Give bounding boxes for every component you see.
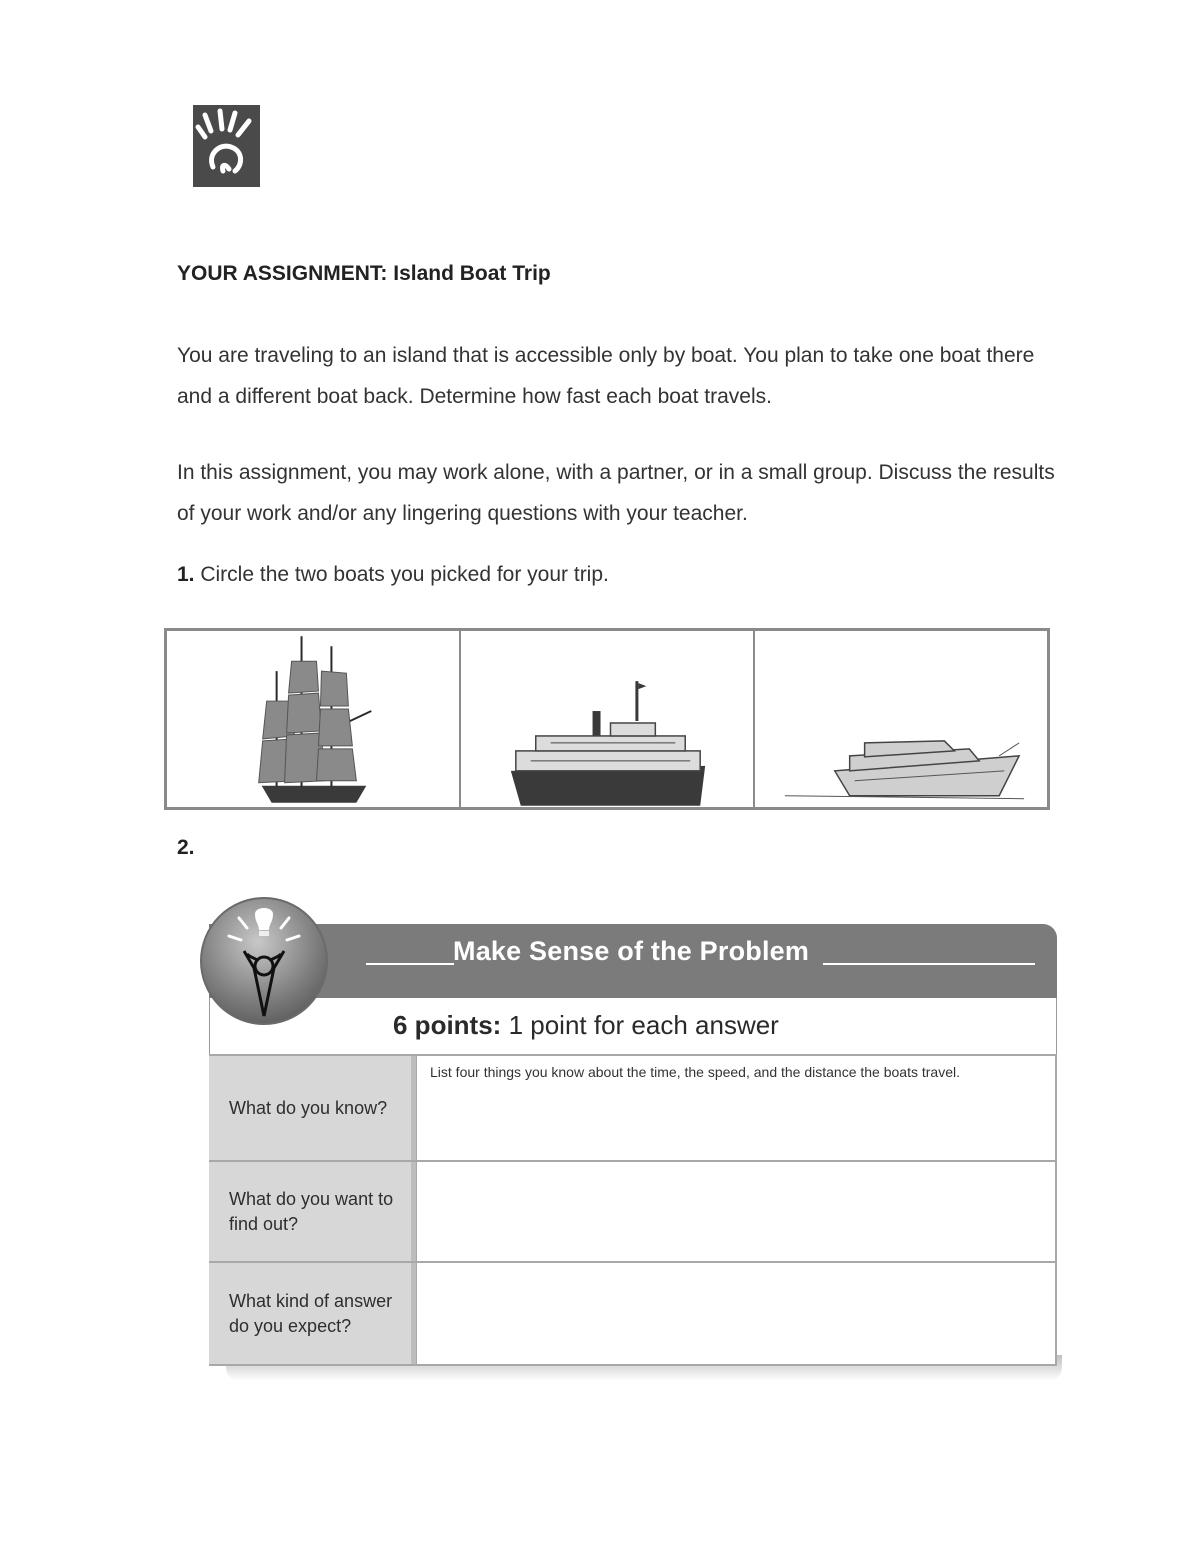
row-label: What kind of answer do you expect? <box>209 1263 416 1364</box>
points-rest: 1 point for each answer <box>501 1010 779 1040</box>
yacht-icon <box>755 631 1047 807</box>
points-text <box>393 1010 779 1041</box>
assignment-title: YOUR ASSIGNMENT: Island Boat Trip <box>177 262 551 285</box>
panel-title: Make Sense of the Problem <box>453 936 810 966</box>
make-sense-panel <box>209 924 1057 1366</box>
sailing-ship-icon <box>167 631 459 807</box>
intro-paragraph: You are traveling to an island that is accessible only by boat. You plan to take one boat there and a different boat back. Determine how fast each boat travels. <box>177 344 1035 408</box>
header-rule-left <box>366 963 454 965</box>
answer-hint: List four things you know about the time, the speed, and the distance the boats travel. <box>430 1064 960 1080</box>
boat-option-steamboat[interactable] <box>461 631 755 807</box>
row-label: What do you want to find out? <box>209 1162 416 1261</box>
question-1 <box>177 563 609 587</box>
question-row-expect <box>209 1261 1057 1366</box>
points-bold: 6 points: <box>393 1010 502 1040</box>
answer-field-find-out[interactable] <box>416 1162 1057 1261</box>
steamboat-icon <box>461 631 753 807</box>
boat-option-yacht[interactable] <box>755 631 1047 807</box>
question-row-know <box>209 1054 1057 1160</box>
row-label: What do you know? <box>209 1056 416 1160</box>
panel-header <box>209 924 1057 998</box>
boat-choice-table <box>164 628 1050 810</box>
question-1-number: 1. <box>177 563 195 586</box>
instructions-paragraph: In this assignment, you may work alone, with a partner, or in a small group. Discuss the results of your work and/or any lingering questions with your teacher. <box>177 461 1055 525</box>
lightbulb-badge-icon <box>199 896 329 1026</box>
boat-option-sailing-ship[interactable] <box>167 631 461 807</box>
header-rule-right <box>823 963 1035 965</box>
question-2-number: 2. <box>177 836 195 859</box>
question-row-find-out <box>209 1160 1057 1261</box>
logo-icon <box>193 105 260 187</box>
question-1-text: Circle the two boats you picked for your trip. <box>194 563 609 586</box>
answer-field-expect[interactable] <box>416 1263 1057 1364</box>
answer-field-know[interactable] <box>416 1056 1057 1160</box>
